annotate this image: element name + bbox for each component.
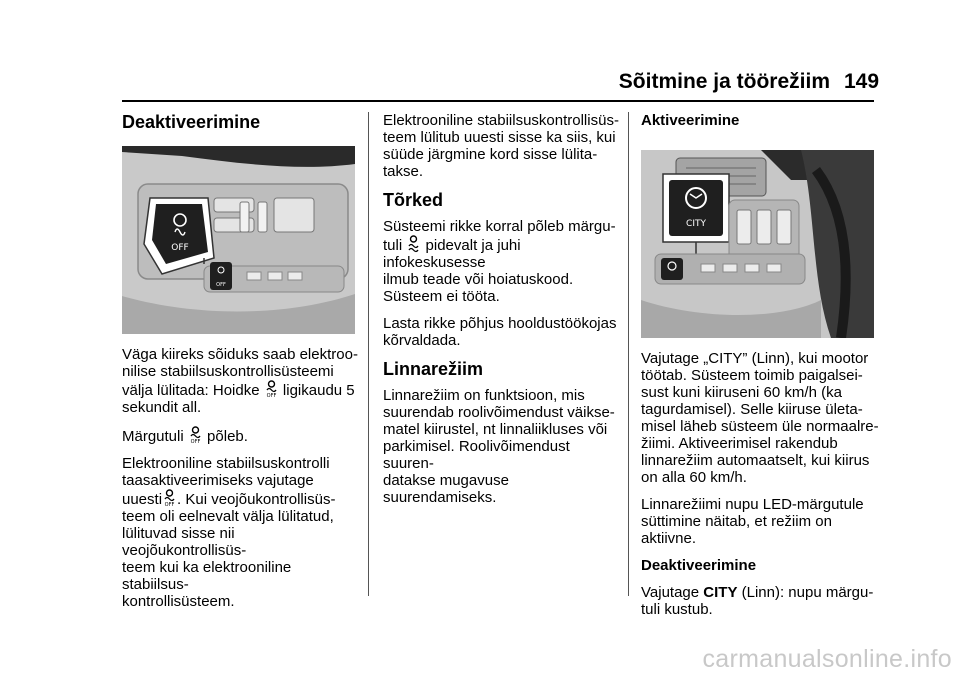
page-header-title: Sõitmine ja töörežiim [618,70,830,93]
column-3 [641,112,881,628]
column-1 [122,112,358,620]
svg-text:CITY: CITY [686,219,706,229]
traction-control-icon [407,235,420,253]
esc-switch-illustration [122,146,355,334]
section-heading-deactivation: Deaktiveerimine [122,112,261,132]
figure-city-button [641,150,874,338]
page-number: 149 [844,70,880,93]
paragraph-activation: Vajutage „CITY” (Linn), kui mootor töötab. Süsteem toimib paigalsei- sust kuni kiiruseni 60 km/h (ka tagurdamisel). Selle kiiruse ületa- misel läheb süsteem üle normaalre- žiimi. Aktiveerimisel rakendub linnarežiim automaatselt, kui kiirus on alla 60 km/h. [641,350,879,486]
paragraph-continuation: Elektrooniline stabiilsuskontrollisüs- teem lülitub uuesti sisse ka siis, kui süüde järgmine kord sisse lülita- takse. [383,112,619,180]
svg-text:OFF: OFF [171,243,189,253]
svg-text:OFF: OFF [216,282,226,288]
paragraph-deactivation-city: Vajutage CITY (Linn): nupu märgu- tuli kustub. [641,584,874,618]
section-heading-city-mode: Linnarežiim [383,359,484,379]
paragraph-deactivation: Väga kiireks sõiduks saab elektroo- nilise stabiilsuskontrollisüsteemi välja lülitada: Hoidke OFF ligikaudu 5 sekundit all. [122,346,358,416]
paragraph-city-mode: Linnarežiim on funktsioon, mis suurendab roolivõimendust väikse- matel kiirustel, nt linnaliikluses või parkimisel. Roolivõimendust suuren- datakse mugavuse suurendamiseks. [383,387,615,506]
column-divider-1 [368,112,369,596]
watermark: carmanualsonline.info [702,645,952,673]
paragraph-faults: Süsteemi rikke korral põleb märgu- tuli pidevalt ja juhi infokeskusesse ilmub teade või hoiatuskood. Süsteem ei tööta. [383,218,616,305]
traction-control-off-icon [189,426,202,444]
traction-control-off-icon [163,489,176,507]
svg-text:OFF: OFF [266,393,277,398]
column-divider-2 [628,112,629,596]
figure-esc-off-button [122,146,355,334]
svg-text:OFF: OFF [190,439,201,444]
header-rule [122,100,874,102]
svg-text:OFF: OFF [164,502,175,507]
section-heading-faults: Tõrked [383,190,444,210]
city-switch-illustration [641,150,874,338]
paragraph-reactivation: Elektrooniline stabiilsuskontrolli taasaktiveerimiseks vajutage uuesti OFF . Kui veojõukontrollisüs- teem oli eelnevalt välja lülitatud, lülituvad sisse nii veojõukontrollisüs- teem kui ka elektrooniline stabiilsus- kontrollisüsteem. [122,455,336,610]
traction-control-off-icon [265,380,278,398]
paragraph-indicator: Märgutuli OFF põleb. [122,428,248,445]
column-2 [383,112,623,516]
paragraph-led: Linnarežiimi nupu LED-märgutule süttimine näitab, et režiim on aktiivne. [641,496,864,547]
paragraph-repair: Lasta rikke põhjus hooldustöökojas kõrvaldada. [383,315,617,349]
section-heading-activation: Aktiveerimine [641,112,740,129]
subheading-deactivation: Deaktiveerimine [641,557,757,574]
